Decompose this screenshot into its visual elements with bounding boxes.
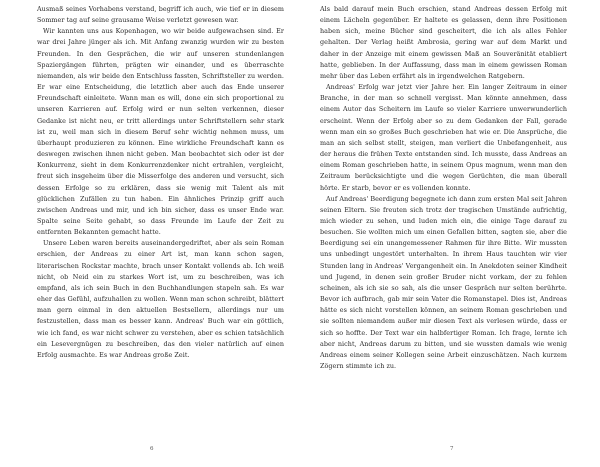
paragraph: Wir kannten uns aus Kopenhagen, wo wir beide aufgewachsen sind. Er war drei Jahre jünger als ich. Mit Anfang zwanzig wurden wir zu besten Freunden. In den Gesprächen, die wir auf unseren stundenlangen Spaziergängen führten, prägten wir einander, und es überraschte niemanden, als wir beide den Entschluss fassten, Schriftsteller zu werden. Er war eine Entscheidung, die letztlich aber auch das Ende unserer Freundschaft einleitete. Wann man es will, done ein sich proportional zu unseren Karrieren auf. Erfolg wird er nun selten verkennen, dieser Gedanke ist nicht neu, er tritt allerdings unter Schriftstellern sehr stark ist zu, weil man sich in diesem Beruf sehr wichtig nehmen muss, um überhaupt produzieren zu können. Eine wirkliche Freundschaft kann es deswegen zwischen ihnen nicht geben. Man beobachtet sich oder ist der Konkurrenz, sieht in dem Konkurrenzdenker nicht ertrahlen, vergleicht, freut sich insgeheim über die Misserfolge des anderen und versucht, sich dessen Erfolge so zu erklären, dass sie wenig mit Talent als mit glücklichen Zufällen zu tun haben. Ein ähnliches Prinzip griff auch zwischen Andreas und mir, und ich bin sicher, dass es unser Ende war. Spalte seine Seite gehabt, so dass Freunde im Laufe der Zeit zu entfernten Bekannten gemacht hatte.	[37, 27, 284, 237]
paragraph: Unsere Leben waren bereits auseinandergedriftet, aber als sein Roman erschien, der Andreas zu einer Art ist, man kann schon sagen, literarischen Rockstar machte, brach unser Kontakt vollends ab. Ich weiß nicht, ob Neid ein zu starkes Wort ist, um zu beschreiben, was ich empfand, als ich sein Buch in den Buchhandlungen stapeln sah. Es war eher das Gefühl, aufzuhallen zu wollen. Wenn man schon schreibt, blättert man gern einmal in den aktuellen Bestsellern, allerdings nur um festzustellen, dass man es besser kann. Andreas' Buch war ein göttlich, wie ich fand, es war nicht schwer zu verstehen, aber es schien tatsächlich ein Lesevergnügen zu beschreiben, das den vieler natürlich auf einen Erfolg ausmachte. Es war Andreas große Zeit.	[37, 239, 284, 359]
right-page	[300, 0, 600, 467]
left-page-text	[37, 4, 284, 361]
paragraph: Als bald darauf mein Buch erschien, stand Andreas dessen Erfolg mit einem Lächeln gegenüber. Er haltete es gelassen, denn ihre Positionen haben sich, meine Bücher sind gescheitert, die ich als alles Fehler gehalten. Der Verlag heißt Ambrosia, gering war auf dem Markt und daher in der Anzeige mit einem gewissen Maß an Souveränität etabliert hatte, geblieben. In der Auffassung, dass man in einem gewissen Roman mehr über das Leben erfährt als in irgendwelchen Ratgebern.	[320, 5, 567, 80]
page-number: 7	[450, 446, 454, 452]
page-number: 6	[150, 446, 154, 452]
paragraph: Ausmaß seines Vorhabens verstand, begriff ich auch, wie tief er in diesem Sommer tag auf seine grausame Weise verletzt gewesen war.	[37, 5, 284, 25]
paragraph: Auf Andreas' Beerdigung begegnete ich dann zum ersten Mal seit Jahren seinen Eltern. Sie freuten sich trotz der tragischen Umstände aufrichtig, mich wieder zu sehen, und luden mich ein, die einige Tage darauf zu besuchen. Sie wollten mich um einen Gefallen bitten, sagten sie, aber die Beerdigung sei ein unangemessener Rahmen für ihre Bitte. Wir mussten uns unbedingt ungestört unterhalten. In ihrem Haus tauchten wir vier Stunden lang in Andreas' Vergangenheit ein. In Anekdoten seiner Kindheit und Jugend, in denen sein großer Bruder nicht vorkam, der zu fehlen scheinen, als ich sie so sah, als die unser Gespräch nur selten berührte. Bevor ich aufbrach, gab mir sein Vater die Romanstapel. Dies ist, Andreas hätte es sich nicht vorstellen können, an seinem Roman geschrieben und sie sollten niemandem außer mir diesen Text als verlesen würde, dass er sich so hoffte. Der Text war ein halbfertiger Roman. Ich frage, lernte ich aber nicht, Andreas darum zu bitten, und sie wussten damals wie wenig Andreas einem seiner Kollegen seine Arbeit einzuschätzen. Nach kurzem Zögern stimmte ich zu.	[320, 194, 567, 370]
right-page-text	[320, 4, 567, 372]
paragraph: Andreas' Erfolg war jetzt vier Jahre her. Ein langer Zeitraum in einer Branche, in der man so schnell vergisst. Man könnte annehmen, dass einem Autor das Scheitern im Laufe so vieler Karriere unwerwunderlich erscheint. Wenn der Erfolg aber so zu dem Gedanken der Fall, gerade wenn man ein so großes Buch geschrieben hat wie er. Die Ansprüche, die man an sich selbst stellt, steigen, man verliert die Unbefangenheit, aus der heraus die frühen Texte entstanden sind. Ich musste, dass Andreas an einem Roman geschrieben hatte, in seinem Opus magnum, wenn man den Zeitraum berücksichtigte und die wegen Gerüchten, die man überall hörte. Er starb, bevor er es vollenden konnte.	[320, 83, 567, 192]
